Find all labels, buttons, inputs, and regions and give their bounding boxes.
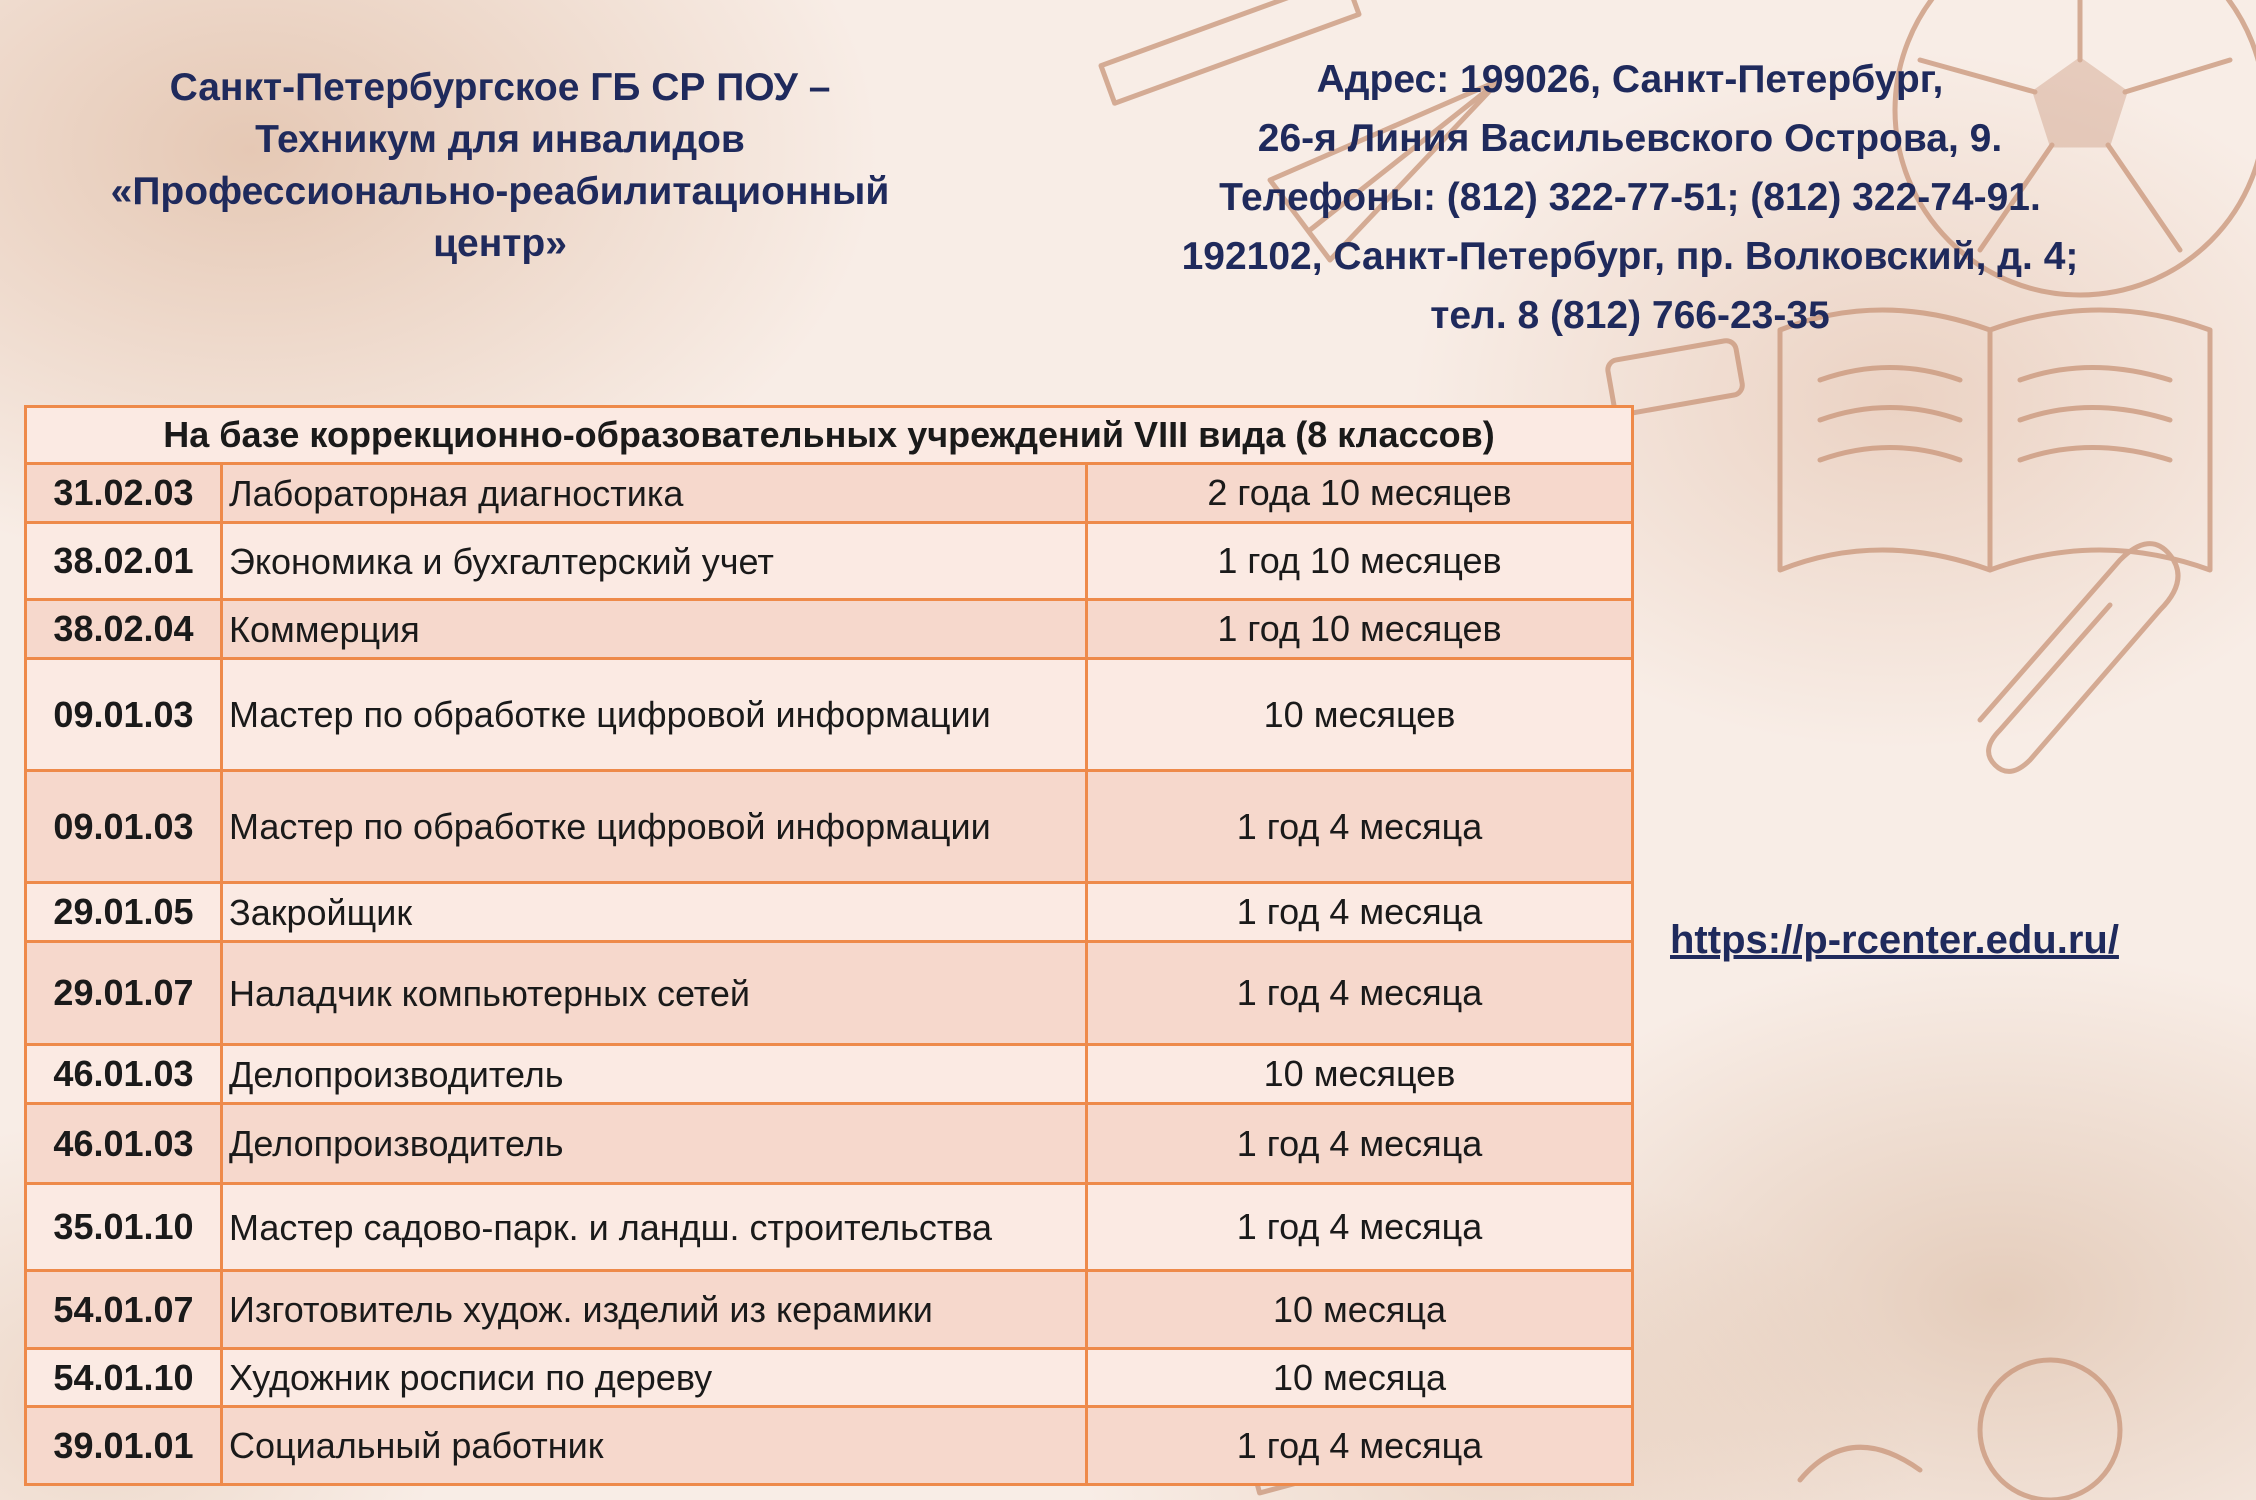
- program-code: 39.01.01: [26, 1407, 222, 1485]
- program-duration: 2 года 10 месяцев: [1087, 464, 1633, 523]
- contact-info: [1080, 50, 2180, 345]
- contact-line: Адрес: 199026, Санкт-Петербург,: [1316, 58, 1944, 101]
- program-code: 31.02.03: [26, 464, 222, 523]
- program-code: 46.01.03: [26, 1104, 222, 1184]
- contact-line: 192102, Санкт-Петербург, пр. Волковский, д. 4;: [1181, 235, 2079, 278]
- institution-line: Техникум для инвалидов: [255, 118, 745, 161]
- contact-line: Телефоны: (812) 322-77-51; (812) 322-74-91.: [1219, 176, 2041, 219]
- table-row: [26, 523, 1633, 600]
- program-code: 29.01.07: [26, 942, 222, 1045]
- table-row: [26, 659, 1633, 771]
- table-row: [26, 942, 1633, 1045]
- program-code: 09.01.03: [26, 771, 222, 883]
- programs-table: [24, 405, 1634, 1486]
- program-name: Делопроизводитель: [222, 1104, 1087, 1184]
- program-name: Социальный работник: [222, 1407, 1087, 1485]
- program-name: Экономика и бухгалтерский учет: [222, 523, 1087, 600]
- institution-line: Санкт-Петербургское ГБ СР ПОУ –: [169, 66, 831, 109]
- paperclip-icon: [1980, 544, 2178, 772]
- program-code: 38.02.04: [26, 600, 222, 659]
- table-row: [26, 1349, 1633, 1407]
- program-name: Художник росписи по дереву: [222, 1349, 1087, 1407]
- institution-line: центр»: [433, 222, 567, 265]
- table-header: На базе коррекционно-образовательных учреждений VIII вида (8 классов): [26, 407, 1633, 464]
- program-duration: 10 месяцев: [1087, 659, 1633, 771]
- website-link[interactable]: https://p-rcenter.edu.ru/: [1670, 918, 2119, 962]
- contact-line: 26-я Линия Васильевского Острова, 9.: [1257, 117, 2003, 160]
- program-code: 29.01.05: [26, 883, 222, 942]
- table-row: [26, 771, 1633, 883]
- table-row: [26, 464, 1633, 523]
- table-row: [26, 600, 1633, 659]
- program-name: Делопроизводитель: [222, 1045, 1087, 1104]
- program-name: Наладчик компьютерных сетей: [222, 942, 1087, 1045]
- table-row: [26, 1045, 1633, 1104]
- program-duration: 10 месяца: [1087, 1349, 1633, 1407]
- table-row: [26, 1104, 1633, 1184]
- program-name: Мастер по обработке цифровой информации: [222, 771, 1087, 883]
- program-name: Коммерция: [222, 600, 1087, 659]
- doodle-icon: [1800, 1360, 2120, 1500]
- program-duration: 1 год 4 месяца: [1087, 1184, 1633, 1271]
- program-code: 38.02.01: [26, 523, 222, 600]
- program-duration: 1 год 4 месяца: [1087, 1407, 1633, 1485]
- institution-line: «Профессионально-реабилитационный: [110, 170, 890, 213]
- program-duration: 1 год 10 месяцев: [1087, 600, 1633, 659]
- program-duration: 1 год 4 месяца: [1087, 883, 1633, 942]
- program-name: Лабораторная диагностика: [222, 464, 1087, 523]
- program-code: 54.01.10: [26, 1349, 222, 1407]
- open-book-icon: [1780, 310, 2210, 570]
- program-duration: 10 месяца: [1087, 1271, 1633, 1349]
- program-code: 54.01.07: [26, 1271, 222, 1349]
- table-row: [26, 1271, 1633, 1349]
- program-code: 09.01.03: [26, 659, 222, 771]
- table-row: [26, 1184, 1633, 1271]
- program-duration: 1 год 4 месяца: [1087, 1104, 1633, 1184]
- institution-name: [40, 62, 960, 270]
- program-duration: 1 год 10 месяцев: [1087, 523, 1633, 600]
- contact-line: тел. 8 (812) 766-23-35: [1430, 294, 1830, 337]
- program-name: Изготовитель худож. изделий из керамики: [222, 1271, 1087, 1349]
- table-row: [26, 883, 1633, 942]
- program-duration: 1 год 4 месяца: [1087, 942, 1633, 1045]
- table-row: [26, 1407, 1633, 1485]
- program-name: Мастер садово-парк. и ландш. строительства: [222, 1184, 1087, 1271]
- program-code: 46.01.03: [26, 1045, 222, 1104]
- program-duration: 10 месяцев: [1087, 1045, 1633, 1104]
- program-code: 35.01.10: [26, 1184, 222, 1271]
- program-name: Закройщик: [222, 883, 1087, 942]
- program-name: Мастер по обработке цифровой информации: [222, 659, 1087, 771]
- program-duration: 1 год 4 месяца: [1087, 771, 1633, 883]
